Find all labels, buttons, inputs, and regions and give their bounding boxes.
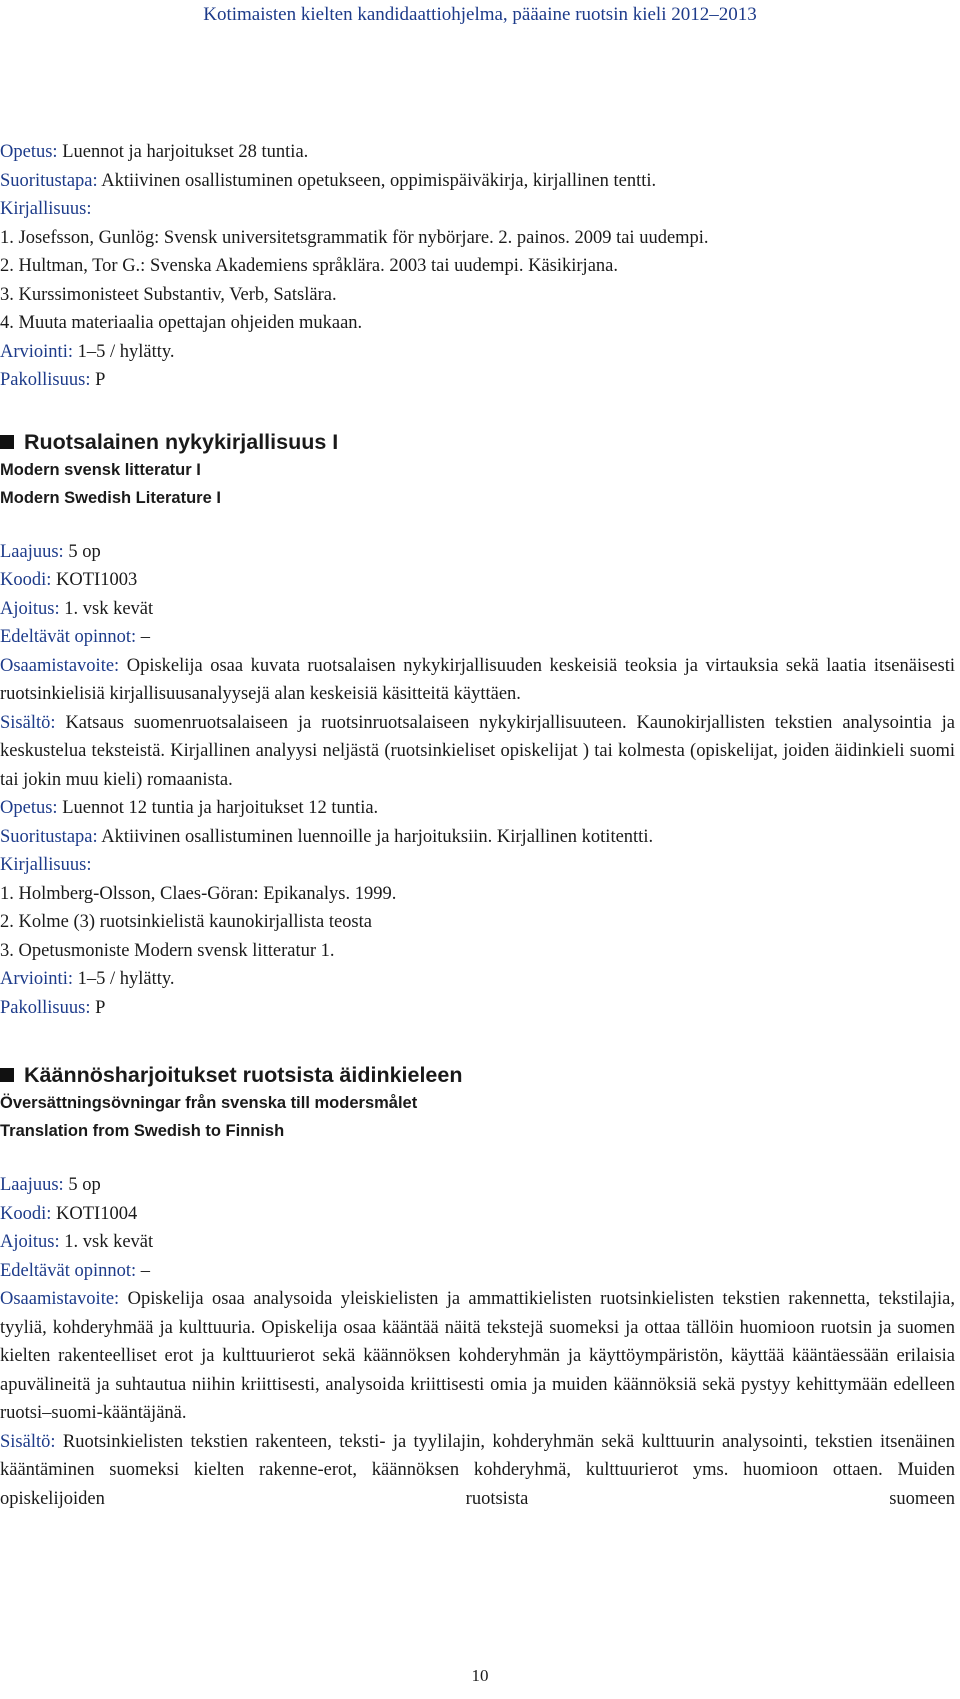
course-title: Käännösharjoitukset ruotsista äidinkieleen bbox=[0, 1061, 955, 1089]
course-subtitle-english: Translation from Swedish to Finnish bbox=[0, 1122, 285, 1140]
page-number: 10 bbox=[471, 1666, 489, 1685]
sisalto-label: Sisältö: bbox=[0, 1431, 56, 1452]
laajuus-value: 5 op bbox=[68, 541, 101, 562]
osaamistavoite-paragraph bbox=[0, 1285, 955, 1428]
osaamistavoite-paragraph bbox=[0, 652, 955, 709]
suoritustapa-value: Aktiivinen osallistuminen luennoille ja harjoituksiin. Kirjallinen kotitentti. bbox=[101, 826, 654, 847]
laajuus-label: Laajuus: bbox=[0, 541, 64, 562]
ajoitus-value: 1. vsk kevät bbox=[64, 598, 154, 619]
pakollisuus-label: Pakollisuus: bbox=[0, 370, 91, 390]
square-bullet-icon bbox=[0, 1068, 14, 1082]
kirjallisuus-label: Kirjallisuus: bbox=[0, 855, 92, 875]
osaamistavoite-label: Osaamistavoite: bbox=[0, 1289, 120, 1309]
pakollisuus-value: P bbox=[95, 997, 106, 1018]
literature-item: 4. Muuta materiaalia opettajan ohjeiden mukaan. bbox=[0, 313, 363, 333]
course-title: Ruotsalainen nykykirjallisuus I bbox=[0, 428, 955, 456]
course-subtitle-swedish: Översättningsövningar från svenska till modersmålet bbox=[0, 1094, 418, 1112]
koodi-label: Koodi: bbox=[0, 1203, 52, 1224]
suoritustapa-label: Suoritustapa: bbox=[0, 170, 98, 191]
osaamistavoite-label: Osaamistavoite: bbox=[0, 655, 120, 676]
arviointi-value: 1–5 / hylätty. bbox=[77, 969, 175, 989]
ajoitus-label: Ajoitus: bbox=[0, 1232, 60, 1252]
running-header: Kotimaisten kielten kandidaattiohjelma, pääaine ruotsin kieli 2012–2013 bbox=[203, 4, 757, 25]
opetus-label: Opetus: bbox=[0, 798, 58, 818]
ajoitus-value: 1. vsk kevät bbox=[64, 1232, 154, 1252]
literature-item: 1. Josefsson, Gunlög: Svensk universitetsgrammatik för nybörjare. 2. painos. 2009 tai uudempi. bbox=[0, 227, 709, 248]
koodi-value: KOTI1003 bbox=[56, 570, 138, 590]
literature-item: 2. Hultman, Tor G.: Svenska Akademiens språklära. 2003 tai uudempi. Käsikirjana. bbox=[0, 256, 618, 276]
sisalto-paragraph bbox=[0, 709, 955, 795]
edeltavat-value: – bbox=[140, 1260, 151, 1281]
pakollisuus-value: P bbox=[95, 370, 106, 390]
laajuus-value: 5 op bbox=[68, 1175, 101, 1195]
koodi-label: Koodi: bbox=[0, 570, 52, 590]
arviointi-label: Arviointi: bbox=[0, 341, 73, 362]
kirjallisuus-label: Kirjallisuus: bbox=[0, 199, 92, 219]
opetus-value: Luennot ja harjoitukset 28 tuntia. bbox=[62, 142, 309, 162]
koodi-value: KOTI1004 bbox=[56, 1203, 138, 1224]
sisalto-label: Sisältö: bbox=[0, 712, 56, 733]
edeltavat-label: Edeltävät opinnot: bbox=[0, 627, 137, 647]
sisalto-paragraph bbox=[0, 1428, 955, 1514]
square-bullet-icon bbox=[0, 435, 14, 449]
osaamistavoite-value: Opiskelija osaa analysoida yleiskielisten ja ammattikielisten ruotsinkielisten tekstien rakennetta, tekstilajia, tyyliä, kohderyhmää ja kulttuuria. Opiskelija osaa kääntää näitä tekstejä suomeksi ja ottaa tällöin huomioon ruotsin ja suomen kielten rakenteelliset erot ja kulttuurierot sekä käännöksen kohderyhmän ja käyttöympäristön, käyttää kääntäessään erilaisia apuvälineitä ja suhtautua niihin kriittisesti, analysoida kriittisesti omia ja muiden käännöksiä sekä pystyy kehittymään edelleen ruotsi–suomi-kääntäjänä. bbox=[0, 1289, 956, 1423]
sisalto-value: Ruotsinkielisten tekstien rakenteen, teksti- ja tyylilajin, kohderyhmän sekä kulttuurin analysointi, tekstien itsenäinen kääntäminen suomeksi kielten rakenne-erot, käännöksen kohderyhmä, kulttuurierot yms. huomioon ottaen. Muiden opiskelijoiden ruotsista suomeen bbox=[0, 1431, 956, 1509]
edeltavat-label: Edeltävät opinnot: bbox=[0, 1260, 137, 1281]
edeltavat-value: – bbox=[140, 627, 151, 647]
suoritustapa-label: Suoritustapa: bbox=[0, 826, 98, 847]
suoritustapa-value: Aktiivinen osallistuminen opetukseen, oppimispäiväkirja, kirjallinen tentti. bbox=[101, 170, 657, 191]
opetus-value: Luennot 12 tuntia ja harjoitukset 12 tuntia. bbox=[62, 798, 379, 818]
literature-item: 3. Kurssimonisteet Substantiv, Verb, Satslära. bbox=[0, 284, 337, 305]
page-body bbox=[0, 138, 955, 1513]
sisalto-value: Katsaus suomenruotsalaiseen ja ruotsinruotsalaiseen nykykirjallisuuteen. Kaunokirjallisten tekstien analysointia ja keskustelua teksteistä. Kirjallinen analyysi neljästä (ruotsinkieliset opiskelijat ) tai kolmesta (opiskelijat, joiden äidinkieli suomi tai jokin muu kieli) romaanista. bbox=[0, 712, 955, 790]
opetus-label: Opetus: bbox=[0, 142, 58, 162]
ajoitus-label: Ajoitus: bbox=[0, 598, 60, 619]
literature-item: 1. Holmberg-Olsson, Claes-Göran: Epikanalys. 1999. bbox=[0, 883, 397, 904]
course-subtitle-english: Modern Swedish Literature I bbox=[0, 488, 221, 507]
laajuus-label: Laajuus: bbox=[0, 1175, 64, 1195]
osaamistavoite-value: Opiskelija osaa kuvata ruotsalaisen nykykirjallisuuden keskeisiä teoksia ja virtauksia sekä laatia itsenäisesti ruotsinkielisiä kirjallisuusanalyysejä alan keskeisiä käsitteitä käyttäen. bbox=[0, 655, 956, 704]
arviointi-label: Arviointi: bbox=[0, 969, 73, 989]
pakollisuus-label: Pakollisuus: bbox=[0, 997, 91, 1018]
literature-item: 2. Kolme (3) ruotsinkielistä kaunokirjallista teosta bbox=[0, 912, 372, 932]
arviointi-value: 1–5 / hylätty. bbox=[77, 341, 175, 362]
course-subtitle-swedish: Modern svensk litteratur I bbox=[0, 460, 201, 479]
literature-item: 3. Opetusmoniste Modern svensk litteratur 1. bbox=[0, 940, 335, 961]
